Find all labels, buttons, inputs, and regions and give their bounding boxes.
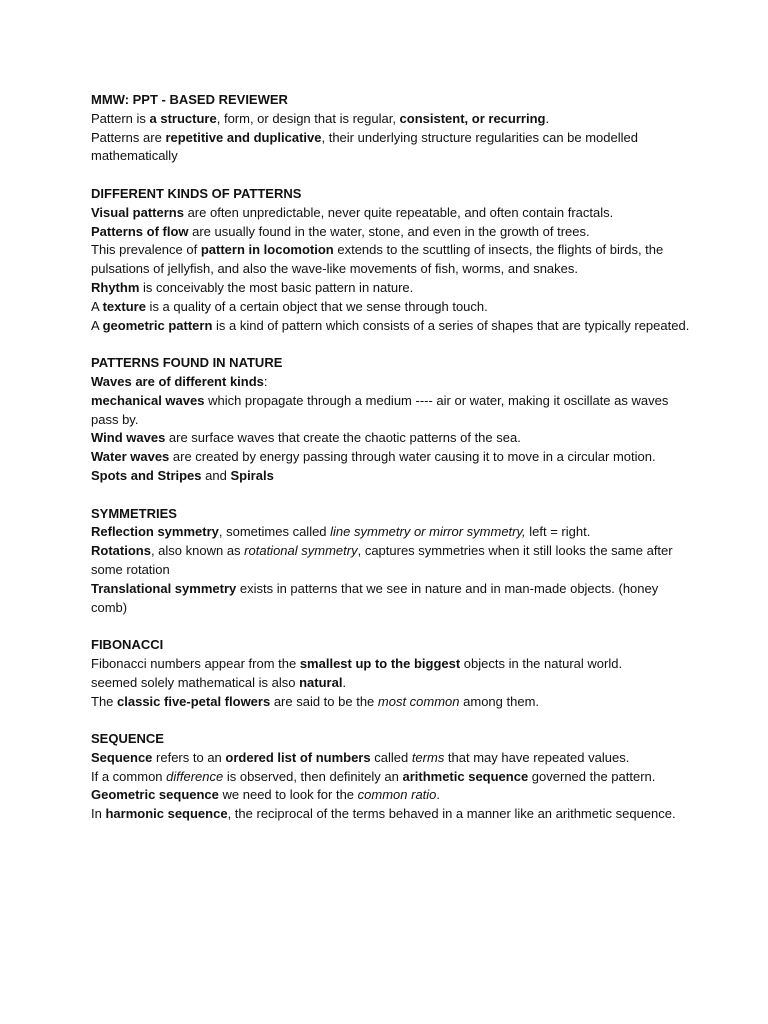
bold-text: Rhythm xyxy=(91,279,140,295)
section xyxy=(91,91,691,166)
section-heading: SYMMETRIES xyxy=(91,505,177,521)
paragraph-line xyxy=(91,392,691,430)
text-run: are surface waves that create the chaotic patterns of the sea. xyxy=(165,430,521,446)
bold-text: mechanical waves xyxy=(91,392,205,408)
italic-text: rotational symmetry xyxy=(244,543,358,559)
text-run: , their underlying structure regularities can be modelled mathematically xyxy=(91,129,638,164)
italic-text: difference xyxy=(166,768,224,784)
paragraph-line xyxy=(91,110,691,129)
paragraph-line xyxy=(91,279,691,298)
bold-text: Geometric sequence xyxy=(91,787,219,803)
paragraph-line xyxy=(91,429,691,448)
paragraph-line xyxy=(91,674,691,693)
text-run: that may have repeated values. xyxy=(444,749,630,765)
text-run: If a common xyxy=(91,768,167,784)
text-run: . xyxy=(436,787,441,803)
section xyxy=(91,185,691,335)
paragraph-line xyxy=(91,129,691,167)
paragraph-line xyxy=(91,223,691,242)
text-run: is conceivably the most basic pattern in nature. xyxy=(139,279,414,295)
bold-text: ordered list of numbers xyxy=(225,749,371,765)
bold-text: smallest up to the biggest xyxy=(299,655,461,671)
text-run: seemed solely mathematical is also xyxy=(91,674,300,690)
text-run: A xyxy=(91,317,103,333)
text-run: Pattern is xyxy=(91,110,150,126)
paragraph-line xyxy=(91,241,691,279)
text-run: , also known as xyxy=(150,543,245,559)
bold-text: Sequence xyxy=(91,749,153,765)
paragraph-line xyxy=(91,580,691,618)
bold-text: Waves are of different kinds xyxy=(91,373,264,389)
paragraph-line xyxy=(91,204,691,223)
text-run: is observed, then definitely an xyxy=(223,768,403,784)
text-run: , form, or design that is regular, xyxy=(216,110,400,126)
italic-text: line symmetry or mirror symmetry, xyxy=(330,524,526,540)
paragraph-line xyxy=(91,523,691,542)
section-heading: PATTERNS FOUND IN NATURE xyxy=(91,355,283,371)
text-run: The xyxy=(91,693,118,709)
text-run: Fibonacci numbers appear from the xyxy=(91,655,300,671)
italic-text: most common xyxy=(377,693,460,709)
paragraph-line xyxy=(91,467,691,486)
text-run: In xyxy=(91,806,106,822)
bold-text: natural xyxy=(299,674,343,690)
text-run: refers to an xyxy=(152,749,226,765)
paragraph-line xyxy=(91,317,691,336)
italic-text: terms xyxy=(411,749,445,765)
text-run: A xyxy=(91,298,103,314)
section xyxy=(91,505,691,618)
paragraph-line xyxy=(91,693,691,712)
paragraph-line xyxy=(91,786,691,805)
paragraph-line xyxy=(91,373,691,392)
text-run: , sometimes called xyxy=(218,524,331,540)
text-run: objects in the natural world. xyxy=(460,655,623,671)
text-run: are often unpredictable, never quite repeatable, and often contain fractals. xyxy=(183,204,614,220)
paragraph-line xyxy=(91,298,691,317)
text-run: are created by energy passing through water causing it to move in a circular motion. xyxy=(169,449,656,465)
section-heading: SEQUENCE xyxy=(91,731,164,747)
paragraph-line xyxy=(91,749,691,768)
paragraph-line xyxy=(91,655,691,674)
text-run: extends to the scuttling of insects, the flights of birds, the pulsations of jellyfish, and also the wave-like movements of fish, worms, and snakes. xyxy=(91,242,664,277)
bold-text: repetitive and duplicative xyxy=(165,129,322,145)
text-run: are said to be the xyxy=(270,693,378,709)
bold-text: Spirals xyxy=(230,467,274,483)
bold-text: harmonic sequence xyxy=(105,806,228,822)
text-run: exists in patterns that we see in nature and in man-made objects. (honey comb) xyxy=(91,580,659,615)
paragraph-line xyxy=(91,448,691,467)
text-run: among them. xyxy=(459,693,540,709)
section xyxy=(91,636,691,711)
bold-text: Rotations xyxy=(91,543,151,559)
section xyxy=(91,354,691,486)
paragraph-line xyxy=(91,805,691,824)
text-run: is a kind of pattern which consists of a series of shapes that are typically repeated. xyxy=(212,317,690,333)
text-run: called xyxy=(370,749,412,765)
text-run: . xyxy=(342,674,347,690)
text-run: This prevalence of xyxy=(91,242,201,258)
paragraph-line xyxy=(91,768,691,787)
section-heading: MMW: PPT - BASED REVIEWER xyxy=(91,92,288,107)
bold-text: Spots and Stripes xyxy=(91,467,202,483)
text-run: Patterns are xyxy=(91,129,166,145)
bold-text: texture xyxy=(102,298,146,314)
bold-text: Water waves xyxy=(91,449,170,465)
bold-text: Reflection symmetry xyxy=(91,524,219,540)
text-run: , the reciprocal of the terms behaved in a manner like an arithmetic sequence. xyxy=(227,806,676,822)
section-heading: DIFFERENT KINDS OF PATTERNS xyxy=(91,185,302,201)
bold-text: consistent, or recurring xyxy=(399,110,546,126)
paragraph-line xyxy=(91,542,691,580)
text-run: are usually found in the water, stone, and even in the growth of trees. xyxy=(188,223,590,239)
section-heading: FIBONACCI xyxy=(91,637,164,653)
document-body xyxy=(91,91,691,843)
bold-text: Wind waves xyxy=(91,430,166,446)
bold-text: Visual patterns xyxy=(91,204,184,220)
text-run: left = right. xyxy=(525,524,591,540)
bold-text: Patterns of flow xyxy=(91,223,189,239)
bold-text: a structure xyxy=(149,110,217,126)
text-run: governed the pattern. xyxy=(528,768,656,784)
bold-text: arithmetic sequence xyxy=(402,768,529,784)
section xyxy=(91,730,691,824)
italic-text: common ratio xyxy=(357,787,437,803)
bold-text: pattern in locomotion xyxy=(200,242,334,258)
bold-text: geometric pattern xyxy=(102,317,213,333)
bold-text: Translational symmetry xyxy=(91,580,237,596)
text-run: . xyxy=(545,110,550,126)
text-run: is a quality of a certain object that we sense through touch. xyxy=(145,298,488,314)
text-run: : xyxy=(263,373,268,389)
text-run: and xyxy=(201,467,231,483)
text-run: we need to look for the xyxy=(218,787,358,803)
text-run: , captures symmetries when it still looks the same after some rotation xyxy=(91,543,673,577)
bold-text: classic five-petal flowers xyxy=(117,693,271,709)
text-run: which propagate through a medium ---- air or water, making it oscillate as waves pass by. xyxy=(91,392,669,427)
